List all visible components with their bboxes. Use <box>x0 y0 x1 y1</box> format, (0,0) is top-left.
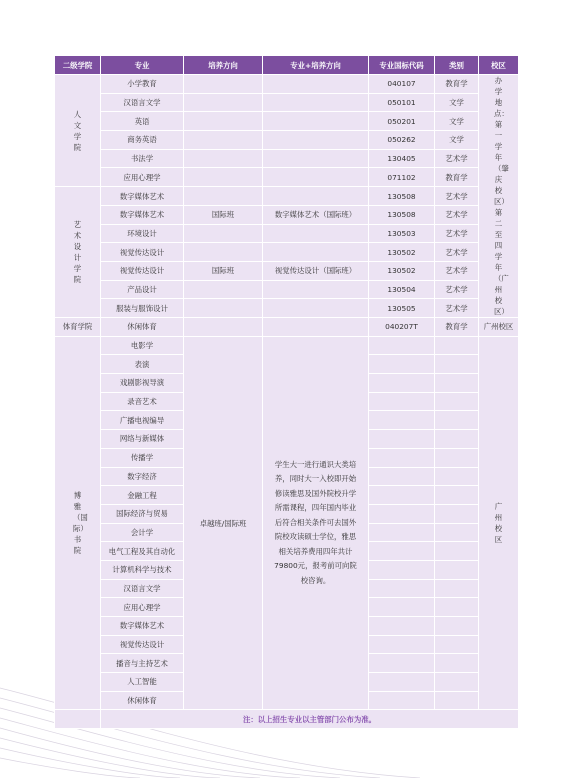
combined-cell <box>263 224 369 243</box>
category-cell: 艺术学 <box>435 205 479 224</box>
category-cell <box>435 635 479 654</box>
major-cell: 英语 <box>101 112 184 131</box>
category-cell: 艺术学 <box>435 280 479 299</box>
track-cell <box>184 168 263 187</box>
code-cell <box>369 579 435 598</box>
table-row <box>55 318 519 337</box>
code-cell <box>369 560 435 579</box>
combined-cell <box>263 299 369 318</box>
table-row <box>55 131 519 150</box>
boya-major: 录音艺术 <box>101 392 184 411</box>
major-cell: 书法学 <box>101 149 184 168</box>
major-cell: 产品设计 <box>101 280 184 299</box>
code-cell <box>369 523 435 542</box>
code-cell: 130508 <box>369 187 435 206</box>
code-cell: 130508 <box>369 205 435 224</box>
code-cell <box>369 448 435 467</box>
code-cell: 050101 <box>369 93 435 112</box>
code-cell <box>369 392 435 411</box>
category-cell <box>435 355 479 374</box>
boya-major: 应用心理学 <box>101 598 184 617</box>
category-cell: 艺术学 <box>435 243 479 262</box>
category-cell: 艺术学 <box>435 224 479 243</box>
code-cell: 040107 <box>369 75 435 94</box>
track-cell: 国际班 <box>184 261 263 280</box>
category-cell: 文学 <box>435 112 479 131</box>
track-cell <box>184 299 263 318</box>
category-cell <box>435 336 479 355</box>
campus-main: 办学地点：第一学年（肇庆校区）第二至四学年（广州校区） <box>479 75 519 318</box>
code-cell: 040207T <box>369 318 435 337</box>
boya-major: 休闲体育 <box>101 691 184 710</box>
category-cell: 教育学 <box>435 75 479 94</box>
major-cell: 休闲体育 <box>101 318 184 337</box>
category-cell: 文学 <box>435 93 479 112</box>
track-cell <box>184 75 263 94</box>
college-humanities: 人文学院 <box>55 75 101 187</box>
header-code: 专业国标代码 <box>369 56 435 75</box>
header-category: 类别 <box>435 56 479 75</box>
table-row <box>55 93 519 112</box>
code-cell: 050262 <box>369 131 435 150</box>
header-major: 专业 <box>101 56 184 75</box>
code-cell <box>369 504 435 523</box>
combined-cell <box>263 168 369 187</box>
track-cell <box>184 131 263 150</box>
code-cell <box>369 691 435 710</box>
combined-cell <box>263 149 369 168</box>
track-cell <box>184 112 263 131</box>
boya-remark: 学生大一进行通识大类培 养，同时大一入校即开始 修读雅思及国外院校升学 所需课程，四年国内毕业 后符合相关条件可去国外 院校攻读硕士学位，雅思 相关培养费用四年共计 79800元，报考前可向院 校咨询。 <box>263 336 369 710</box>
code-cell <box>369 598 435 617</box>
header-campus: 校区 <box>479 56 519 75</box>
boya-major: 电气工程及其自动化 <box>101 542 184 561</box>
category-cell <box>435 448 479 467</box>
majors-table <box>54 55 519 729</box>
major-cell: 商务英语 <box>101 131 184 150</box>
boya-major: 传播学 <box>101 448 184 467</box>
category-cell <box>435 579 479 598</box>
boya-major: 播音与主持艺术 <box>101 654 184 673</box>
category-cell <box>435 504 479 523</box>
category-cell: 教育学 <box>435 168 479 187</box>
table-row <box>55 168 519 187</box>
code-cell <box>369 542 435 561</box>
category-cell <box>435 691 479 710</box>
category-cell <box>435 430 479 449</box>
boya-major: 网络与新媒体 <box>101 430 184 449</box>
track-cell <box>184 149 263 168</box>
boya-major: 人工智能 <box>101 673 184 692</box>
major-cell: 服装与服饰设计 <box>101 299 184 318</box>
major-cell: 数字媒体艺术 <box>101 205 184 224</box>
code-cell: 130405 <box>369 149 435 168</box>
table-row <box>55 224 519 243</box>
header-college: 二级学院 <box>55 56 101 75</box>
code-cell <box>369 673 435 692</box>
category-cell <box>435 598 479 617</box>
college-boya: 博雅（国际）书院 <box>55 336 101 710</box>
campus-sports: 广州校区 <box>479 318 519 337</box>
code-cell <box>369 411 435 430</box>
combined-cell <box>263 112 369 131</box>
track-cell <box>184 280 263 299</box>
category-cell: 艺术学 <box>435 149 479 168</box>
combined-cell <box>263 75 369 94</box>
table-row <box>55 280 519 299</box>
boya-major: 视觉传达设计 <box>101 635 184 654</box>
table-row <box>55 75 519 94</box>
category-cell <box>435 374 479 393</box>
category-cell <box>435 392 479 411</box>
table-row <box>55 149 519 168</box>
category-cell <box>435 673 479 692</box>
code-cell <box>369 635 435 654</box>
boya-major: 电影学 <box>101 336 184 355</box>
code-cell: 130502 <box>369 261 435 280</box>
table-header-row <box>55 56 519 75</box>
category-cell <box>435 411 479 430</box>
boya-major: 数字媒体艺术 <box>101 617 184 636</box>
category-cell <box>435 486 479 505</box>
category-cell <box>435 523 479 542</box>
major-cell: 小学教育 <box>101 75 184 94</box>
track-cell <box>184 318 263 337</box>
code-cell <box>369 486 435 505</box>
category-cell: 艺术学 <box>435 187 479 206</box>
track-cell <box>184 243 263 262</box>
table-row <box>55 336 519 355</box>
category-cell: 教育学 <box>435 318 479 337</box>
category-cell <box>435 617 479 636</box>
header-major-track: 专业+培养方向 <box>263 56 369 75</box>
major-cell: 应用心理学 <box>101 168 184 187</box>
code-cell: 130502 <box>369 243 435 262</box>
code-cell <box>369 355 435 374</box>
major-cell: 数字媒体艺术 <box>101 187 184 206</box>
footnote: 注：以上招生专业以主管部门公布为准。 <box>101 710 519 729</box>
combined-cell: 视觉传达设计（国际班） <box>263 261 369 280</box>
track-cell <box>184 187 263 206</box>
category-cell <box>435 542 479 561</box>
code-cell: 071102 <box>369 168 435 187</box>
category-cell: 艺术学 <box>435 299 479 318</box>
code-cell: 130503 <box>369 224 435 243</box>
table-row <box>55 112 519 131</box>
note-row <box>55 710 519 729</box>
table-row <box>55 261 519 280</box>
code-cell <box>369 654 435 673</box>
table-row <box>55 243 519 262</box>
header-track: 培养方向 <box>184 56 263 75</box>
boya-major: 表演 <box>101 355 184 374</box>
college-art-design: 艺术设计学院 <box>55 187 101 318</box>
boya-major: 广播电视编导 <box>101 411 184 430</box>
category-cell: 文学 <box>435 131 479 150</box>
note-blank-cell <box>55 710 101 729</box>
combined-cell <box>263 280 369 299</box>
boya-track: 卓越班/国际班 <box>184 336 263 710</box>
college-sports: 体育学院 <box>55 318 101 337</box>
boya-major: 国际经济与贸易 <box>101 504 184 523</box>
major-cell: 视觉传达设计 <box>101 261 184 280</box>
campus-boya: 广州校区 <box>479 336 519 710</box>
combined-cell <box>263 243 369 262</box>
boya-major: 会计学 <box>101 523 184 542</box>
table-row <box>55 299 519 318</box>
boya-major: 汉语言文学 <box>101 579 184 598</box>
code-cell: 050201 <box>369 112 435 131</box>
track-cell <box>184 93 263 112</box>
category-cell <box>435 654 479 673</box>
table-row <box>55 187 519 206</box>
code-cell: 130504 <box>369 280 435 299</box>
category-cell: 艺术学 <box>435 261 479 280</box>
track-cell <box>184 224 263 243</box>
boya-major: 戏剧影视导演 <box>101 374 184 393</box>
combined-cell <box>263 318 369 337</box>
major-cell: 汉语言文学 <box>101 93 184 112</box>
code-cell <box>369 336 435 355</box>
track-cell: 国际班 <box>184 205 263 224</box>
code-cell: 130505 <box>369 299 435 318</box>
category-cell <box>435 560 479 579</box>
boya-major: 金融工程 <box>101 486 184 505</box>
code-cell <box>369 467 435 486</box>
boya-major: 计算机科学与技术 <box>101 560 184 579</box>
table-row <box>55 205 519 224</box>
major-cell: 环境设计 <box>101 224 184 243</box>
combined-cell <box>263 131 369 150</box>
boya-major: 数字经济 <box>101 467 184 486</box>
code-cell <box>369 617 435 636</box>
combined-cell <box>263 93 369 112</box>
combined-cell: 数字媒体艺术（国际班） <box>263 205 369 224</box>
combined-cell <box>263 187 369 206</box>
code-cell <box>369 374 435 393</box>
code-cell <box>369 430 435 449</box>
major-cell: 视觉传达设计 <box>101 243 184 262</box>
category-cell <box>435 467 479 486</box>
